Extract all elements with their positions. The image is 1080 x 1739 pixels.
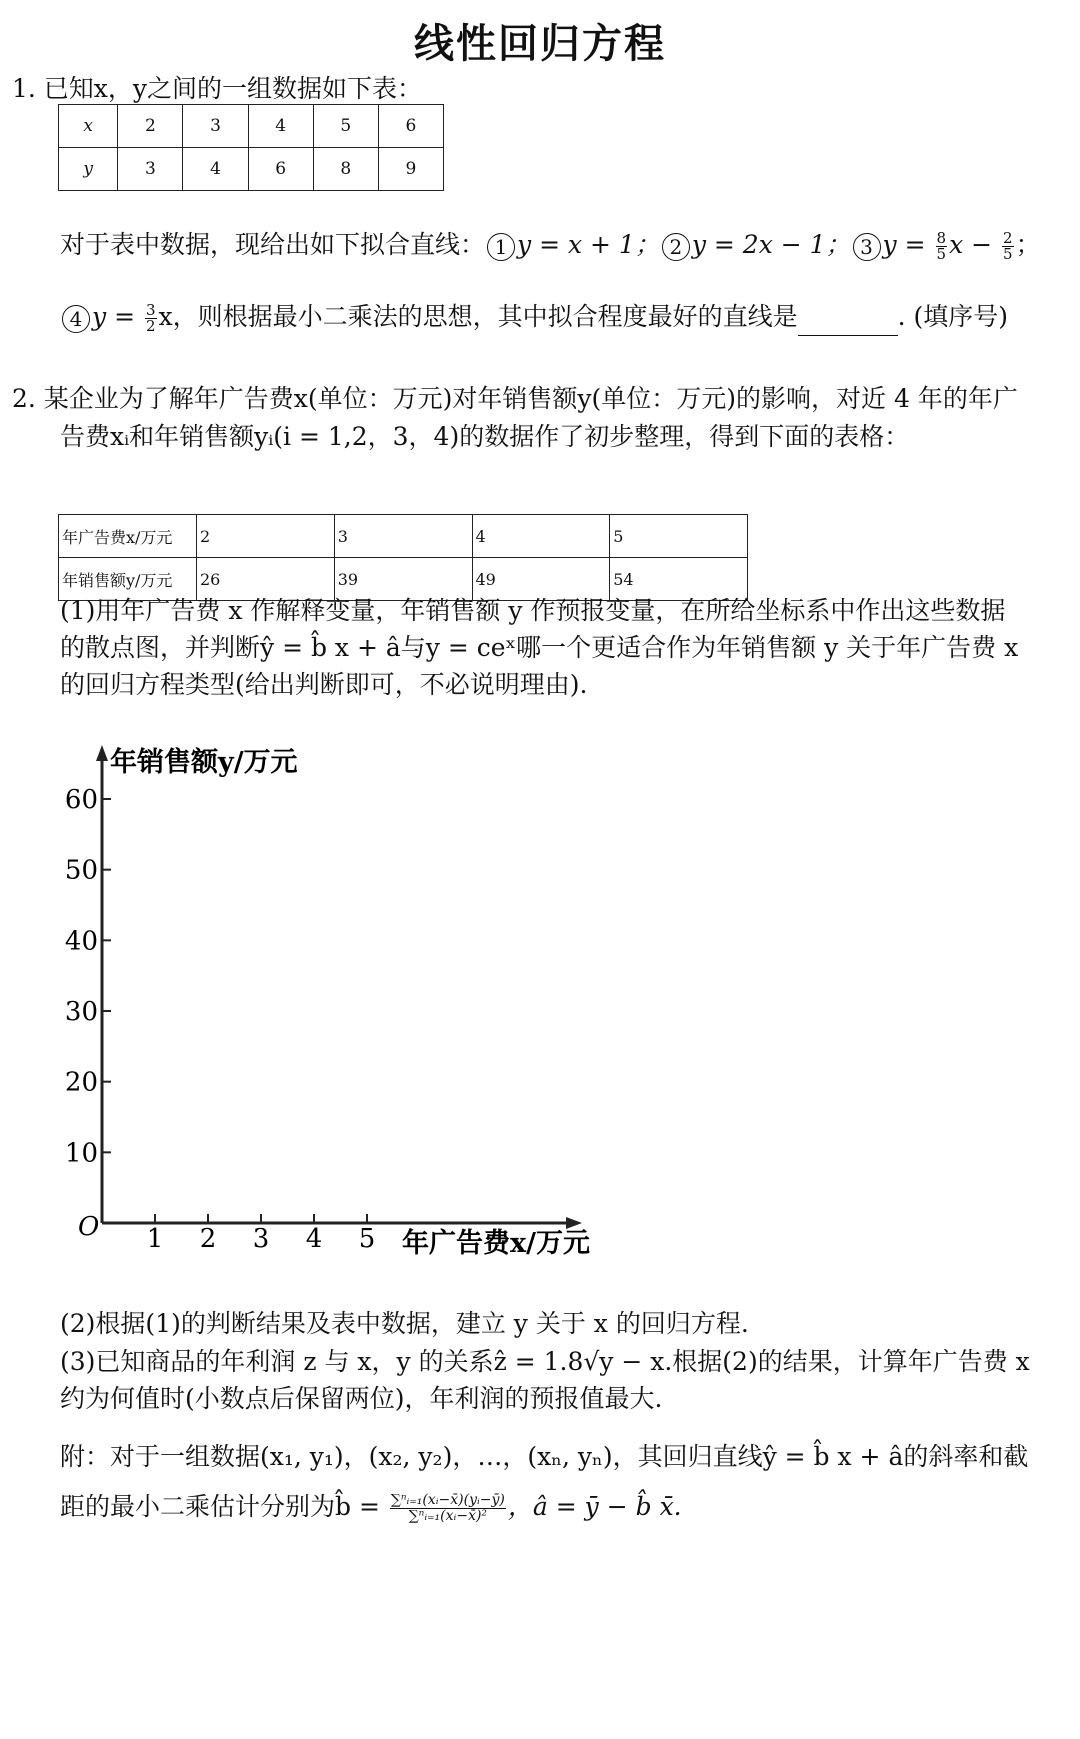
x-tick-label: 3 — [252, 1224, 270, 1254]
x-tick-label: 1 — [146, 1224, 164, 1254]
table-cell: 9 — [378, 148, 443, 191]
x-tick-label: 5 — [358, 1224, 376, 1254]
circled-number-1: 1 — [487, 233, 515, 261]
fraction: $\frac{\text{∑ⁿᵢ₌₁(xᵢ−x̄)(yᵢ−ȳ)}}{\text{∑ⁿᵢ₌₁(xᵢ−x̄)²}}$ — [390, 1492, 505, 1524]
q2-part3-line1: (3)已知商品的年利润 z 与 x，y 的关系ẑ = 1.8√y − x.根据(2)的结果，计算年广告费 x — [60, 1347, 1030, 1376]
x-axis-label: 年广告费x/万元 — [402, 1228, 590, 1259]
q2-stem-line1: 2. 某企业为了解年广告费x(单位：万元)对年销售额y(单位：万元)的影响，对近 4 年的年广 — [12, 384, 1018, 413]
y-tick-label: 50 — [64, 855, 98, 886]
y-axis-arrow-icon — [96, 745, 108, 761]
q2-part1-line3: 的回归方程类型(给出判断即可，不必说明理由). — [60, 670, 588, 699]
table-cell: 26 — [197, 558, 335, 601]
q1-table — [58, 104, 444, 191]
y-axis-label: 年销售额y/万元 — [110, 747, 298, 778]
table-cell: x — [59, 105, 118, 148]
q2-part1-line1: (1)用年广告费 x 作解释变量，年销售额 y 作预报变量，在所给坐标系中作出这些数据 — [60, 596, 1006, 625]
table-cell: 39 — [334, 558, 472, 601]
appendix-line2: 距的最小二乘估计分别为b̂ = $\frac{\text{∑ⁿᵢ₌₁(xᵢ−x̄)(yᵢ−ȳ)}}{\text{∑ⁿᵢ₌₁(xᵢ−x̄)²}}$ ，â = ȳ − b̂ x̄. — [60, 1492, 682, 1524]
table-cell: 6 — [248, 148, 313, 191]
page-title: 线性回归方程 — [414, 20, 666, 67]
x-tick-label: 2 — [199, 1224, 217, 1254]
y-tick-label: 60 — [64, 785, 98, 815]
q1-options-line1: 对于表中数据，现给出如下拟合直线： 1 y = x + 1； 2 y = 2x − 1； 3 y = $\frac{8}{5}$ x − $\frac{2}{5}$ ； — [60, 229, 1041, 263]
table-cell: 3 — [183, 105, 248, 148]
table-cell: 3 — [118, 148, 183, 191]
appendix-line1: 附：对于一组数据(x₁, y₁)，(x₂, y₂)，…，(xₙ, yₙ)，其回归直线ŷ = b̂ x + â的斜率和截 — [60, 1442, 1029, 1471]
table-row — [59, 148, 444, 191]
table-cell: 6 — [378, 105, 443, 148]
fraction: $\frac{3}{2}$ — [145, 301, 156, 335]
table-cell: 8 — [313, 148, 378, 191]
circled-number-3: 3 — [853, 233, 881, 261]
table-cell: 4 — [248, 105, 313, 148]
table-cell: 2 — [197, 515, 335, 558]
y-tick-label: 20 — [64, 1067, 98, 1098]
q2-part1-line2: 的散点图，并判断ŷ = b̂ x + â与y = ceˣ哪一个更适合作为年销售额 y 关于年广告费 x — [60, 633, 1019, 662]
q2-stem-line2: 告费xᵢ和年销售额yᵢ(i = 1,2，3，4)的数据作了初步整理，得到下面的表格： — [60, 422, 910, 451]
table-row — [59, 515, 748, 558]
circled-number-4: 4 — [62, 305, 90, 333]
table-cell: 3 — [334, 515, 472, 558]
table-cell: 5 — [313, 105, 378, 148]
q1-stem: 1. 已知x，y之间的一组数据如下表： — [12, 74, 423, 103]
y-tick-label: 40 — [64, 926, 98, 957]
table-cell: 54 — [610, 558, 748, 601]
table-cell: 4 — [183, 148, 248, 191]
fraction: $\frac{8}{5}$ — [936, 229, 947, 263]
answer-blank[interactable] — [798, 307, 898, 336]
q1-options-line2: 4 y = $\frac{3}{2}$ x，则根据最小二乘法的思想，其中拟合程度最好的直线是 . (填序号) — [60, 298, 1008, 336]
table-row — [59, 105, 444, 148]
circled-number-2: 2 — [662, 233, 690, 261]
scatter-coordinate-chart[interactable] — [60, 735, 620, 1270]
q2-part2: (2)根据(1)的判断结果及表中数据，建立 y 关于 x 的回归方程. — [60, 1309, 749, 1338]
x-tick-label: 4 — [305, 1224, 323, 1254]
table-cell: 2 — [118, 105, 183, 148]
table-cell: 4 — [472, 515, 610, 558]
fraction: $\frac{2}{5}$ — [1003, 229, 1013, 263]
table-cell: 5 — [610, 515, 748, 558]
q2-table — [58, 514, 748, 601]
table-cell: 49 — [472, 558, 610, 601]
table-cell: 年销售额y/万元 — [59, 558, 197, 601]
y-tick-label: 10 — [64, 1138, 98, 1169]
origin-label: O — [78, 1212, 100, 1242]
q2-part3-line2: 约为何值时(小数点后保留两位)，年利润的预报值最大. — [60, 1384, 663, 1413]
y-tick-label: 30 — [64, 997, 98, 1027]
table-cell: 年广告费x/万元 — [59, 515, 197, 558]
table-cell: y — [59, 148, 118, 191]
